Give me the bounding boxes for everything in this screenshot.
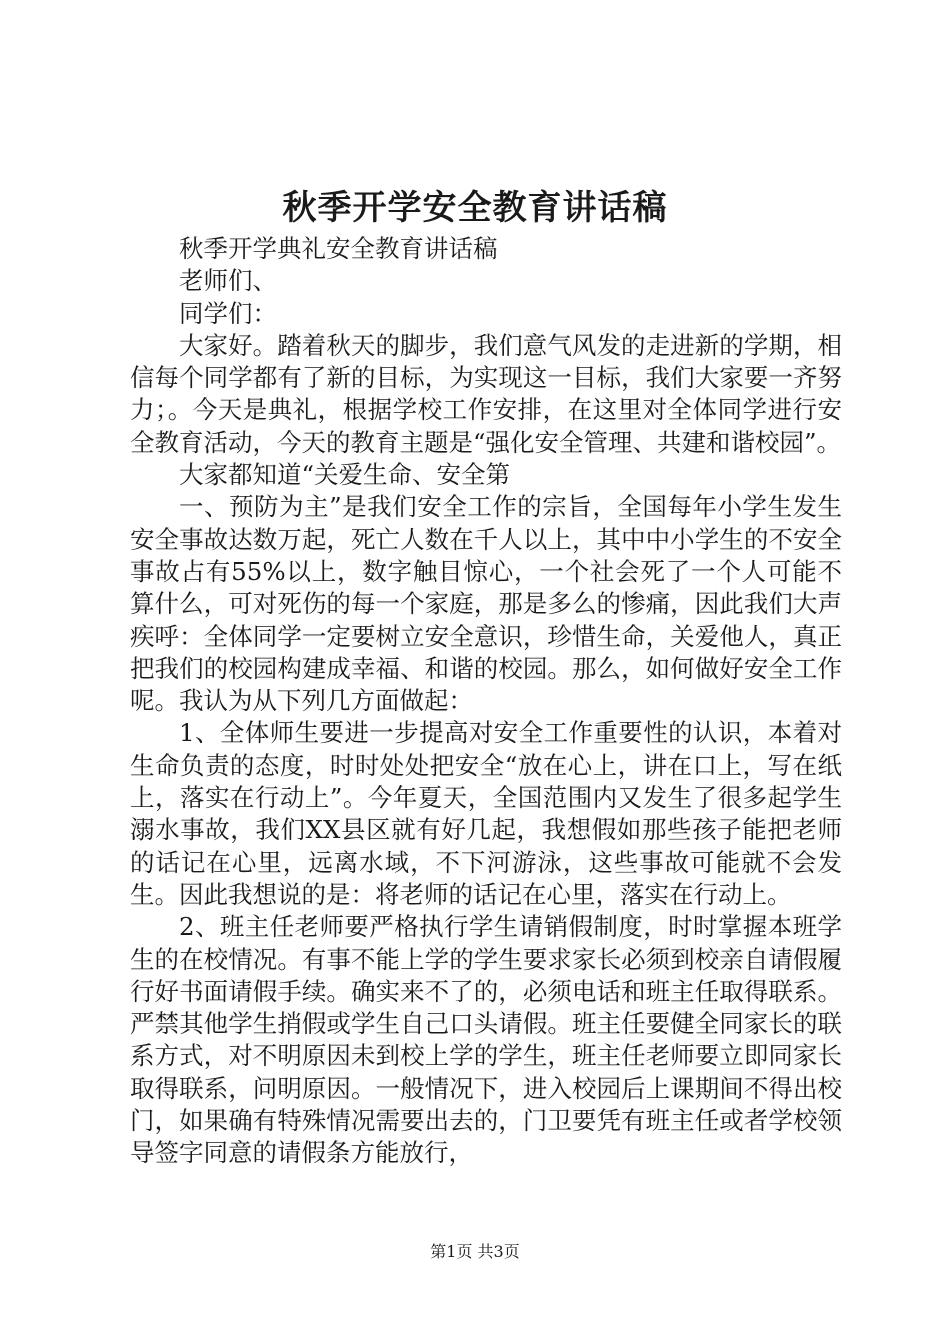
document-body (130, 233, 842, 1170)
paragraph-prevention: 一、预防为主”是我们安全工作的宗旨，全国每年小学生发生安全事故达数万起，死亡人数在千人以上，其中中小学生的不安全事故占有55%以上，数字触目惊心，一个社会死了一个人可能不算什么，可对死伤的每一个家庭，那是多么的惨痛，因此我们大声疾呼：全体同学一定要树立安全意识，珍惜生命，关爱他人，真正把我们的校园构建成幸福、和谐的校园。那么，如何做好安全工作呢。我认为从下列几方面做起： (130, 492, 842, 716)
paragraph-heading: 秋季开学典礼安全教育讲话稿 (179, 234, 498, 263)
paragraph-point-2: 2、班主任老师要严格执行学生请销假制度，时时掌握本班学生的在校情况。有事不能上学的学生要求家长必须到校亲自请假履行好书面请假手续。确实来不了的，必须电话和班主任取得联系。严禁其他学生捎假或学生自己口头请假。班主任要健全同家长的联系方式，对不明原因未到校上学的学生，班主任老师要立即同家长取得联系，问明原因。一般情况下，进入校园后上课期间不得出校门，如果确有特殊情况需要出去的，门卫要凭有班主任或者学校领导签字同意的请假条方能放行， (130, 912, 842, 1168)
paragraph-point-1: 1、全体师生要进一步提高对安全工作重要性的认识，本着对生命负责的态度，时时处处把安全“放在心上，讲在口上，写在纸上，落实在行动上”。今年夏天，全国范围内又发生了很多起学生溺水事故，我们XX县区就有好几起，我想假如那些孩子能把老师的话记在心里，远离水域，不下河游泳，这些事故可能就不会发生。因此我想说的是：将老师的话记在心里，落实在行动上。 (130, 718, 842, 909)
page-number-footer: 第1页 共3页 (430, 1242, 520, 1261)
document-title: 秋季开学安全教育讲话稿 (282, 188, 668, 228)
paragraph-salutation-students: 同学们： (179, 298, 277, 328)
paragraph-greeting: 大家好。踏着秋天的脚步，我们意气风发的走进新的学期，相信每个同学都有了新的目标，为实现这一目标，我们大家要一齐努力；。今天是典礼，根据学校工作安排，在这里对全体同学进行安全教育活动，今天的教育主题是“强化安全管理、共建和谐校园”。 (130, 330, 842, 457)
paragraph-motto: 大家都知道“关爱生命、安全第 (179, 460, 511, 490)
paragraph-salutation-teachers: 老师们、 (179, 266, 277, 296)
